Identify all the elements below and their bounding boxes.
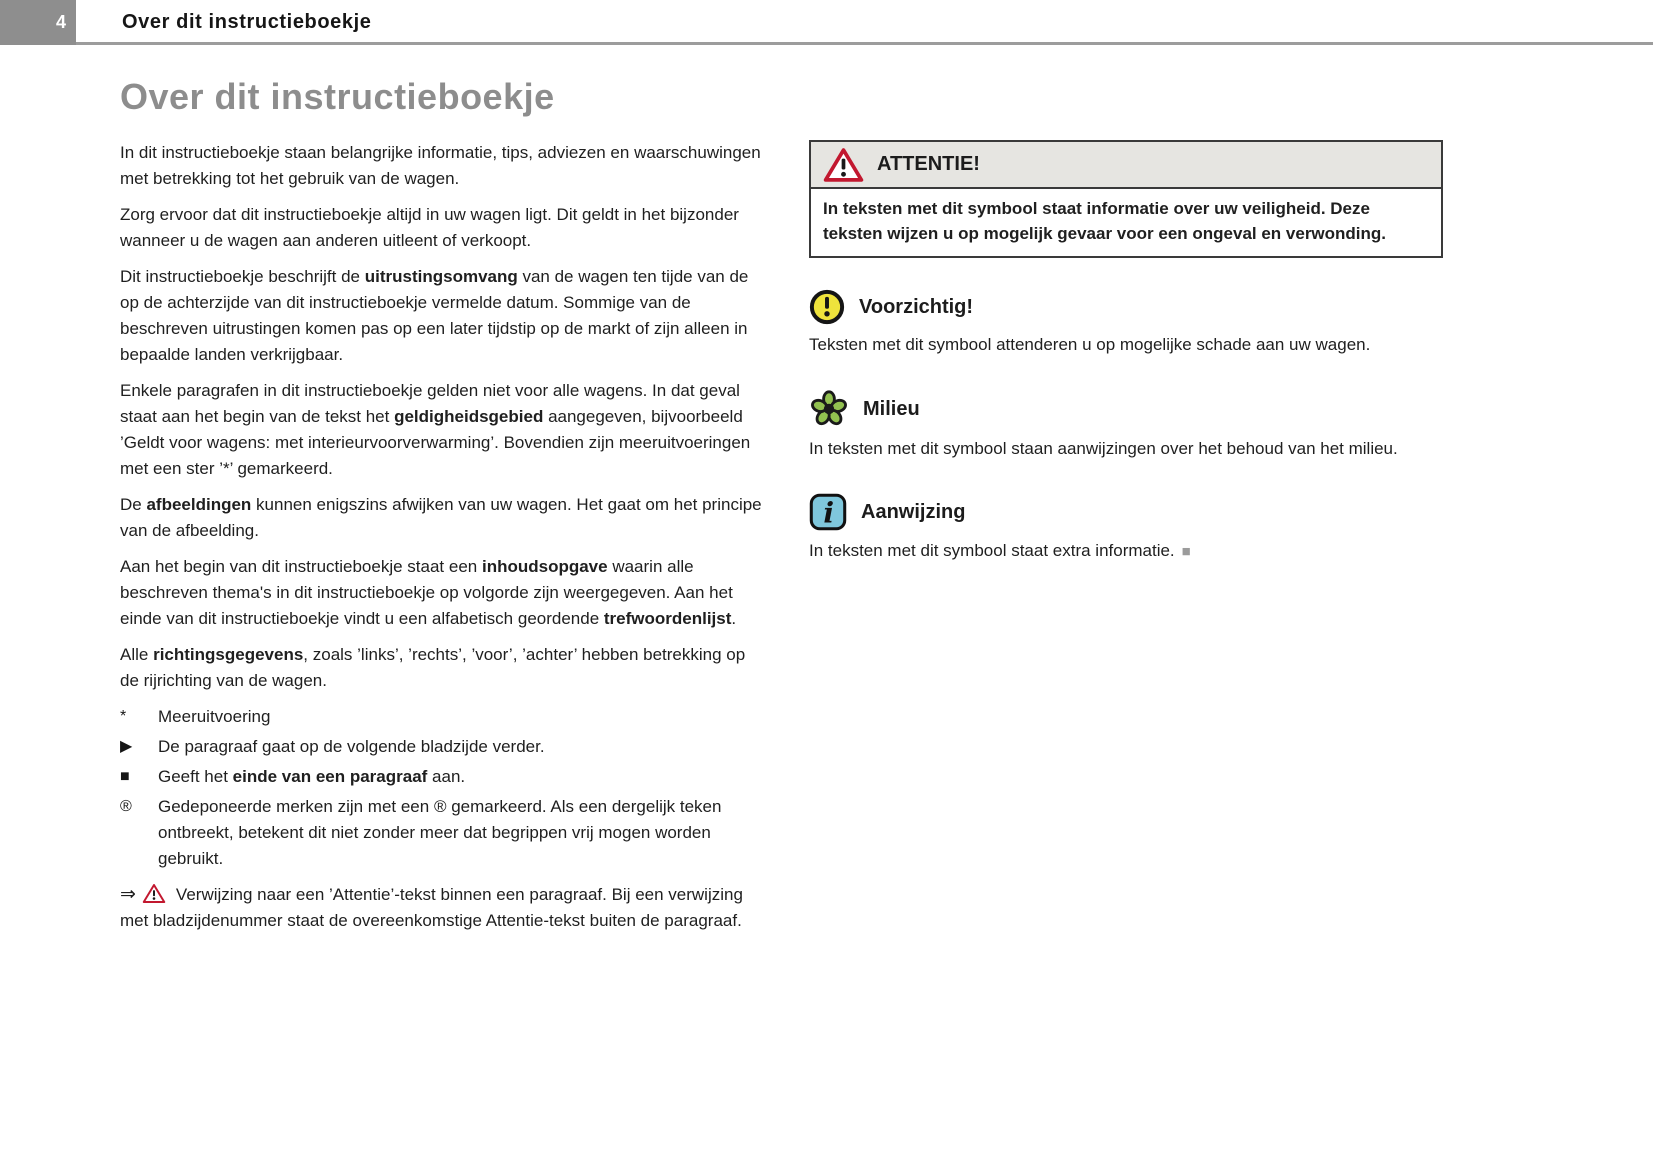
- header-title: Over dit instructieboekje: [122, 11, 372, 33]
- flower-icon: [809, 389, 849, 429]
- paragraph-keep-in-car: Zorg ervoor dat dit instructieboekje altijd in uw wagen ligt. Dit geldt in het bijzonder wanneer u de wagen aan anderen uitleent of verkoopt.: [120, 205, 739, 250]
- note-section-body: [809, 538, 1443, 565]
- note-section-text: In teksten met dit symbool staat extra informatie.: [809, 541, 1175, 560]
- left-column: [120, 48, 765, 934]
- page-content: [0, 48, 1653, 934]
- attention-box-title: ATTENTIE!: [877, 153, 980, 175]
- environment-section-body: In teksten met dit symbool staan aanwijzingen over het behoud van het milieu.: [809, 439, 1398, 458]
- paragraph-illustrations: De afbeeldingen kunnen enigszins afwijken van uw wagen. Het gaat om het principe van de afbeelding.: [120, 495, 762, 540]
- reference-text: Verwijzing naar een ’Attentie’-tekst binnen een paragraaf. Bij een verwijzing met bladzijdenummer staat de overeenkomstige Attentie-tekst buiten de paragraaf.: [120, 885, 743, 930]
- info-icon: [809, 493, 847, 531]
- symbol-legend-list: [120, 704, 765, 872]
- page-number: 4: [0, 0, 76, 45]
- paragraph-directions: Alle richtingsgegevens, zoals ’links’, ’rechts’, ’voor’, ’achter’ hebben betrekking op de rijrichting van de wagen.: [120, 645, 746, 690]
- end-of-section-marker: ■: [1181, 543, 1191, 560]
- right-column: [809, 48, 1443, 565]
- registered-sign-symbol: ®: [120, 798, 132, 815]
- caution-section: [809, 289, 1443, 358]
- asterisk-symbol: *: [120, 708, 127, 725]
- list-item-text: Geeft het einde van een paragraaf aan.: [158, 767, 466, 786]
- paragraph-validity: Enkele paragrafen in dit instructieboekje gelden niet voor alle wagens. In dat geval staat aan het begin van de tekst het geldigheidsgebied aangegeven, bijvoorbeeld ’Geldt voor wagens: met interieurvoorverwarming’. Bovendien zijn meeruitvoeringen met een ster ’*’ gemarkeerd.: [120, 381, 751, 478]
- list-item-text: Meeruitvoering: [158, 707, 271, 726]
- paragraph-contents-index: Aan het begin van dit instructieboekje staat een inhoudsopgave waarin alle beschreven thema's in dit instructieboekje op volgorde zijn weergegeven. Aan het einde van dit instructieboekje vindt u een alfabetisch geordende trefwoordenlijst.: [120, 557, 737, 628]
- note-section-title: Aanwijzing: [861, 500, 966, 523]
- list-item-registered-trademark: [120, 794, 765, 872]
- environment-section-title: Milieu: [863, 397, 920, 420]
- exclamation-circle-icon: [809, 289, 845, 325]
- list-item-continuation: [120, 734, 765, 760]
- attention-box-body: In teksten met dit symbool staat informatie over uw veiligheid. Deze teksten wijzen u op mogelijk gevaar voor een ongeval en verwonding.: [823, 199, 1387, 243]
- environment-section: [809, 389, 1443, 462]
- double-arrow-symbol: ⇒: [120, 884, 136, 905]
- list-item-text: Gedeponeerde merken zijn met een ® gemarkeerd. Als een dergelijk teken ontbreekt, betekent dit niet zonder meer dat begrippen vrij mogen worden gebruikt.: [158, 797, 722, 868]
- paragraph-intro: In dit instructieboekje staan belangrijke informatie, tips, adviezen en waarschuwingen met betrekking tot het gebruik van de wagen.: [120, 143, 761, 188]
- list-item-end-of-section: [120, 764, 765, 790]
- triangle-right-icon: ▶: [120, 738, 133, 755]
- list-item-text: De paragraaf gaat op de volgende bladzijde verder.: [158, 737, 545, 756]
- environment-section-header: [809, 389, 1443, 429]
- black-square-icon: ■: [120, 768, 130, 785]
- note-section-header: [809, 493, 1443, 531]
- note-section: [809, 493, 1443, 565]
- page-title: Over dit instructieboekje: [120, 76, 555, 117]
- caution-section-title: Voorzichtig!: [859, 295, 974, 318]
- attention-ref-icon: [142, 883, 166, 904]
- list-item-asterisk: [120, 704, 765, 730]
- paragraph-equipment-scope: Dit instructieboekje beschrijft de uitrustingsomvang van de wagen ten tijde van de op de achterzijde van dit instructieboekje vermelde datum. Sommige van de beschreven uitrustingen komen pas op een later tijdstip op de markt of zijn alleen in bepaalde landen verkrijgbaar.: [120, 267, 749, 364]
- page-header: [0, 0, 1653, 45]
- caution-section-header: [809, 289, 1443, 325]
- attention-warning-box: [809, 140, 1443, 258]
- caution-section-body: Teksten met dit symbool attenderen u op mogelijke schade aan uw wagen.: [809, 335, 1371, 354]
- paragraph-attention-reference: [120, 882, 765, 934]
- attention-box-header: [811, 142, 1441, 189]
- warning-triangle-icon: [823, 147, 864, 183]
- svg-text:i: i: [823, 496, 835, 530]
